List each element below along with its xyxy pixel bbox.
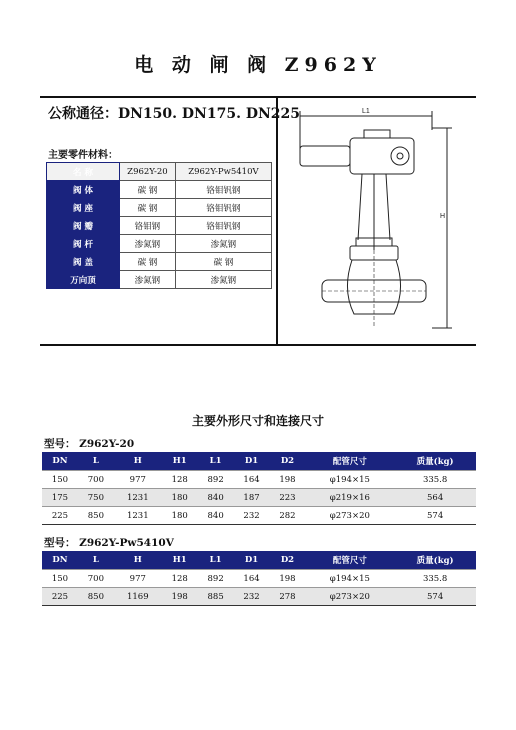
cell: 840 bbox=[198, 489, 234, 507]
part-name: 阀 体 bbox=[47, 181, 120, 199]
cell: 892 bbox=[198, 471, 234, 489]
part-material-b: 铬钼钒钢 bbox=[175, 181, 271, 199]
part-material-a: 碳 钢 bbox=[120, 253, 176, 271]
cell: 164 bbox=[234, 570, 270, 588]
dimensions-table-2 bbox=[42, 551, 476, 606]
cell: 198 bbox=[270, 471, 306, 489]
col-pipe-size: 配管尺寸 bbox=[305, 551, 394, 570]
gearbox-top bbox=[364, 130, 390, 138]
parts-col-model-b: Z962Y-Pw5410V bbox=[175, 163, 271, 181]
parts-row bbox=[47, 253, 272, 271]
handwheel-hub bbox=[397, 153, 403, 159]
cell: 700 bbox=[78, 471, 114, 489]
cell: φ273×20 bbox=[305, 507, 394, 525]
parts-table bbox=[46, 162, 272, 289]
model-label-1: 型号： Z962Y-20 bbox=[44, 438, 135, 450]
cell: φ219×16 bbox=[305, 489, 394, 507]
handwheel bbox=[391, 147, 409, 165]
col-l: L bbox=[78, 452, 114, 471]
col-d2: D2 bbox=[270, 452, 306, 471]
part-material-b: 铬钼钒钢 bbox=[175, 199, 271, 217]
part-material-a: 碳 钢 bbox=[120, 199, 176, 217]
cell: 180 bbox=[162, 489, 198, 507]
parts-row bbox=[47, 271, 272, 289]
cell: 232 bbox=[234, 507, 270, 525]
gearbox bbox=[350, 138, 414, 174]
valve-diagram bbox=[282, 100, 472, 340]
dimensions-table-1 bbox=[42, 452, 476, 525]
cell: 850 bbox=[78, 507, 114, 525]
cell: 1231 bbox=[114, 489, 162, 507]
cell: 564 bbox=[394, 489, 476, 507]
cell: 574 bbox=[394, 588, 476, 606]
col-pipe-size: 配管尺寸 bbox=[305, 452, 394, 471]
part-name: 阀 杆 bbox=[47, 235, 120, 253]
part-material-a: 铬钼钢 bbox=[120, 217, 176, 235]
cell: 225 bbox=[42, 507, 78, 525]
cell: 128 bbox=[162, 471, 198, 489]
cell: φ273×20 bbox=[305, 588, 394, 606]
cell: 282 bbox=[270, 507, 306, 525]
cell: 278 bbox=[270, 588, 306, 606]
parts-row bbox=[47, 181, 272, 199]
cell: 700 bbox=[78, 570, 114, 588]
cell: 892 bbox=[198, 570, 234, 588]
col-dn: DN bbox=[42, 452, 78, 471]
cell: 1231 bbox=[114, 507, 162, 525]
cell: 180 bbox=[162, 507, 198, 525]
cell: 977 bbox=[114, 471, 162, 489]
part-name: 阀 座 bbox=[47, 199, 120, 217]
col-weight: 质量(kg) bbox=[394, 452, 476, 471]
cell: 885 bbox=[198, 588, 234, 606]
table-row bbox=[42, 588, 476, 606]
table-row bbox=[42, 471, 476, 489]
cell: 232 bbox=[234, 588, 270, 606]
cell: 128 bbox=[162, 570, 198, 588]
top-divider bbox=[40, 96, 476, 98]
cell: 223 bbox=[270, 489, 306, 507]
cell: 574 bbox=[394, 507, 476, 525]
nominal-diameter: 公称通径：DN150. DN175. DN225 bbox=[48, 106, 300, 122]
col-h: H bbox=[114, 551, 162, 570]
cell: 198 bbox=[270, 570, 306, 588]
parts-row bbox=[47, 235, 272, 253]
table-header-row bbox=[42, 452, 476, 471]
col-h: H bbox=[114, 452, 162, 471]
h-label: H bbox=[440, 213, 446, 220]
cell: 150 bbox=[42, 471, 78, 489]
col-l: L bbox=[78, 551, 114, 570]
parts-col-name: 名 称 bbox=[47, 163, 120, 181]
col-d1: D1 bbox=[234, 551, 270, 570]
col-l1: L1 bbox=[198, 452, 234, 471]
cell: 150 bbox=[42, 570, 78, 588]
part-name: 万向顶 bbox=[47, 271, 120, 289]
bottom-divider bbox=[40, 344, 476, 346]
table-row bbox=[42, 489, 476, 507]
col-d1: D1 bbox=[234, 452, 270, 471]
col-dn: DN bbox=[42, 551, 78, 570]
cell: 335.8 bbox=[394, 471, 476, 489]
parts-header-row bbox=[47, 163, 272, 181]
part-material-b: 渗氮钢 bbox=[175, 235, 271, 253]
cell: 750 bbox=[78, 489, 114, 507]
table-row bbox=[42, 570, 476, 588]
l1-label: L1 bbox=[362, 108, 370, 115]
vertical-divider bbox=[276, 96, 278, 346]
parts-row bbox=[47, 217, 272, 235]
cell: 225 bbox=[42, 588, 78, 606]
dimensions-title: 主要外形尺寸和连接尺寸 bbox=[191, 414, 324, 428]
part-name: 阀 盖 bbox=[47, 253, 120, 271]
cell: 840 bbox=[198, 507, 234, 525]
cell: 187 bbox=[234, 489, 270, 507]
part-material-b: 渗氮钢 bbox=[175, 271, 271, 289]
col-d2: D2 bbox=[270, 551, 306, 570]
cell: 198 bbox=[162, 588, 198, 606]
model-label-2: 型号： Z962Y-Pw5410V bbox=[44, 537, 174, 549]
table-header-row bbox=[42, 551, 476, 570]
col-l1: L1 bbox=[198, 551, 234, 570]
part-material-b: 碳 钢 bbox=[175, 253, 271, 271]
part-name: 阀 瓣 bbox=[47, 217, 120, 235]
parts-col-model-a: Z962Y-20 bbox=[120, 163, 176, 181]
col-h1: H1 bbox=[162, 452, 198, 471]
cell: 335.8 bbox=[394, 570, 476, 588]
part-material-a: 碳 钢 bbox=[120, 181, 176, 199]
page-title: 电 动 闸 阀 Z962Y bbox=[134, 54, 382, 76]
cell: 164 bbox=[234, 471, 270, 489]
table-row bbox=[42, 507, 476, 525]
cell: 175 bbox=[42, 489, 78, 507]
part-material-a: 渗氮钢 bbox=[120, 271, 176, 289]
cell: 850 bbox=[78, 588, 114, 606]
cell: 1169 bbox=[114, 588, 162, 606]
cell: 977 bbox=[114, 570, 162, 588]
parts-heading: 主要零件材料： bbox=[48, 150, 118, 161]
part-material-b: 铬钼钒钢 bbox=[175, 217, 271, 235]
col-weight: 质量(kg) bbox=[394, 551, 476, 570]
part-material-a: 渗氮钢 bbox=[120, 235, 176, 253]
col-h1: H1 bbox=[162, 551, 198, 570]
cell: φ194×15 bbox=[305, 570, 394, 588]
cell: φ194×15 bbox=[305, 471, 394, 489]
motor-housing bbox=[300, 146, 350, 166]
parts-row bbox=[47, 199, 272, 217]
